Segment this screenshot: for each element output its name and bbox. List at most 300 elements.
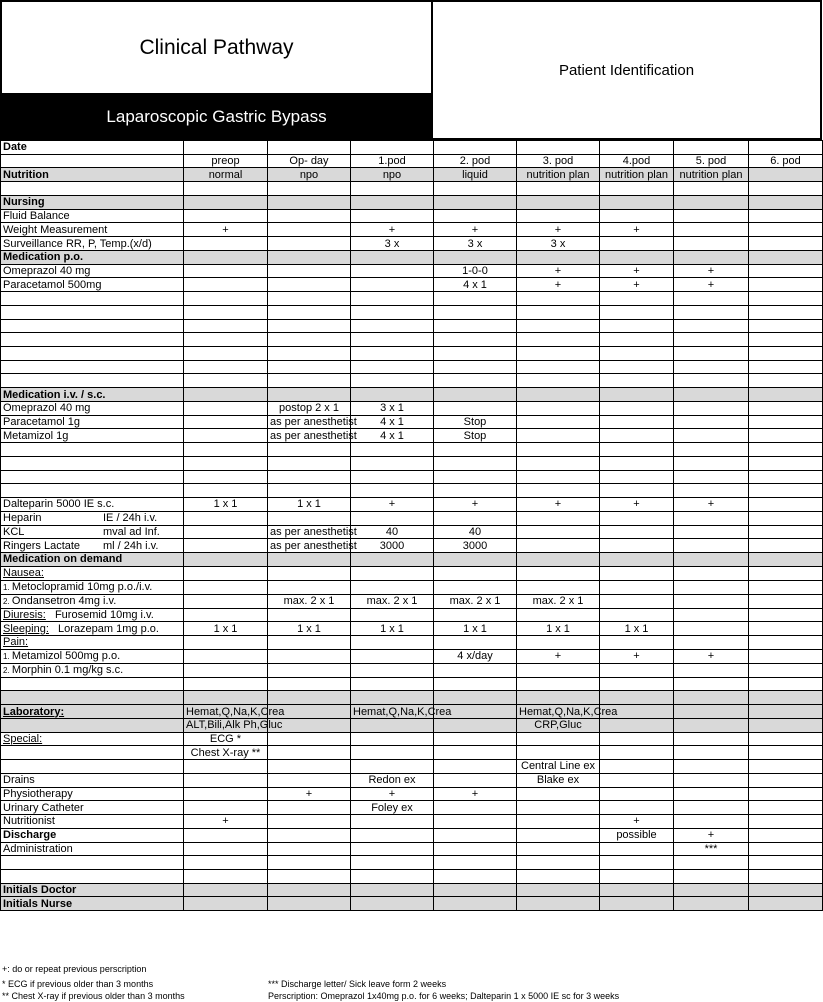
entry-cell[interactable]: [517, 828, 600, 842]
entry-cell[interactable]: [434, 553, 517, 567]
row-label-cell[interactable]: [1, 580, 184, 594]
row-label-cell[interactable]: [1, 511, 184, 525]
entry-cell[interactable]: [351, 154, 434, 168]
entry-cell[interactable]: [749, 815, 823, 829]
entry-cell[interactable]: [749, 677, 823, 691]
entry-cell[interactable]: [184, 580, 268, 594]
entry-cell[interactable]: [268, 498, 351, 512]
entry-cell[interactable]: [517, 182, 600, 196]
entry-cell[interactable]: [351, 168, 434, 182]
entry-cell[interactable]: [749, 718, 823, 732]
entry-cell[interactable]: [600, 264, 674, 278]
entry-cell[interactable]: [184, 787, 268, 801]
entry-cell[interactable]: [674, 553, 749, 567]
entry-cell[interactable]: [517, 401, 600, 415]
entry-cell[interactable]: [517, 677, 600, 691]
entry-cell[interactable]: [184, 484, 268, 498]
entry-cell[interactable]: [434, 566, 517, 580]
entry-cell[interactable]: [517, 787, 600, 801]
entry-cell[interactable]: [268, 250, 351, 264]
entry-cell[interactable]: [517, 511, 600, 525]
row-label-cell[interactable]: [1, 278, 184, 292]
entry-cell[interactable]: [184, 663, 268, 677]
entry-cell[interactable]: [600, 292, 674, 306]
entry-cell[interactable]: [749, 209, 823, 223]
entry-cell[interactable]: [749, 663, 823, 677]
entry-cell[interactable]: [351, 635, 434, 649]
entry-cell[interactable]: [600, 869, 674, 883]
entry-cell[interactable]: [184, 305, 268, 319]
entry-cell[interactable]: [674, 456, 749, 470]
entry-cell[interactable]: [749, 608, 823, 622]
entry-cell[interactable]: [517, 333, 600, 347]
entry-cell[interactable]: [600, 897, 674, 911]
patient-identification-box[interactable]: Patient Identification: [431, 0, 822, 140]
entry-cell[interactable]: [517, 856, 600, 870]
entry-cell[interactable]: [674, 319, 749, 333]
entry-cell[interactable]: [434, 718, 517, 732]
entry-cell[interactable]: [434, 141, 517, 155]
entry-cell[interactable]: [517, 388, 600, 402]
entry-cell[interactable]: [517, 691, 600, 705]
entry-cell[interactable]: [517, 539, 600, 553]
entry-cell[interactable]: [434, 828, 517, 842]
entry-cell[interactable]: [749, 511, 823, 525]
row-label-cell[interactable]: [1, 856, 184, 870]
entry-cell[interactable]: [351, 333, 434, 347]
entry-cell[interactable]: [268, 525, 357, 539]
entry-cell[interactable]: [434, 443, 517, 457]
row-label-cell[interactable]: [1, 168, 184, 182]
entry-cell[interactable]: [517, 141, 600, 155]
entry-cell[interactable]: [674, 815, 749, 829]
entry-cell[interactable]: [268, 141, 351, 155]
entry-cell[interactable]: [600, 401, 674, 415]
entry-cell[interactable]: [517, 347, 600, 361]
entry-cell[interactable]: [749, 856, 823, 870]
entry-cell[interactable]: [351, 401, 434, 415]
entry-cell[interactable]: [674, 484, 749, 498]
entry-cell[interactable]: [600, 883, 674, 897]
entry-cell[interactable]: [434, 539, 517, 553]
entry-cell[interactable]: [600, 237, 674, 251]
row-label-cell[interactable]: [1, 388, 184, 402]
entry-cell[interactable]: [184, 429, 268, 443]
entry-cell[interactable]: [434, 429, 517, 443]
entry-cell[interactable]: [517, 635, 600, 649]
entry-cell[interactable]: [434, 732, 517, 746]
entry-cell[interactable]: [517, 594, 600, 608]
entry-cell[interactable]: [351, 429, 434, 443]
entry-cell[interactable]: [268, 182, 351, 196]
row-label-cell[interactable]: [1, 429, 184, 443]
entry-cell[interactable]: [184, 333, 268, 347]
row-label-cell[interactable]: [1, 456, 184, 470]
entry-cell[interactable]: [674, 374, 749, 388]
entry-cell[interactable]: [434, 511, 517, 525]
row-label-cell[interactable]: [1, 691, 184, 705]
entry-cell[interactable]: [674, 360, 749, 374]
entry-cell[interactable]: [749, 539, 823, 553]
entry-cell[interactable]: [351, 815, 434, 829]
entry-cell[interactable]: [184, 360, 268, 374]
entry-cell[interactable]: [434, 305, 517, 319]
entry-cell[interactable]: [184, 594, 268, 608]
entry-cell[interactable]: [434, 663, 517, 677]
entry-cell[interactable]: [268, 883, 351, 897]
entry-cell[interactable]: [749, 705, 823, 719]
entry-cell[interactable]: [351, 580, 434, 594]
entry-cell[interactable]: [749, 429, 823, 443]
entry-cell[interactable]: [184, 883, 268, 897]
entry-cell[interactable]: [749, 869, 823, 883]
entry-cell[interactable]: [434, 250, 517, 264]
entry-cell[interactable]: [184, 635, 268, 649]
entry-cell[interactable]: [268, 856, 351, 870]
entry-cell[interactable]: [749, 223, 823, 237]
entry-cell[interactable]: [517, 760, 600, 774]
entry-cell[interactable]: [434, 347, 517, 361]
entry-cell[interactable]: [600, 746, 674, 760]
entry-cell[interactable]: [517, 801, 600, 815]
entry-cell[interactable]: [749, 732, 823, 746]
entry-cell[interactable]: [749, 580, 823, 594]
entry-cell[interactable]: [434, 677, 517, 691]
entry-cell[interactable]: [674, 897, 749, 911]
entry-cell[interactable]: [351, 608, 434, 622]
entry-cell[interactable]: [749, 182, 823, 196]
entry-cell[interactable]: [600, 594, 674, 608]
entry-cell[interactable]: [268, 456, 351, 470]
entry-cell[interactable]: [351, 182, 434, 196]
entry-cell[interactable]: [674, 388, 749, 402]
entry-cell[interactable]: [674, 237, 749, 251]
entry-cell[interactable]: [268, 897, 351, 911]
entry-cell[interactable]: [674, 718, 749, 732]
entry-cell[interactable]: [434, 883, 517, 897]
entry-cell[interactable]: [434, 374, 517, 388]
entry-cell[interactable]: [351, 195, 434, 209]
entry-cell[interactable]: [674, 264, 749, 278]
entry-cell[interactable]: [517, 209, 600, 223]
entry-cell[interactable]: [600, 415, 674, 429]
row-label-cell[interactable]: [1, 182, 184, 196]
entry-cell[interactable]: [434, 691, 517, 705]
entry-cell[interactable]: [351, 250, 434, 264]
entry-cell[interactable]: [351, 622, 434, 636]
entry-cell[interactable]: [674, 691, 749, 705]
entry-cell[interactable]: [268, 608, 351, 622]
entry-cell[interactable]: [600, 511, 674, 525]
entry-cell[interactable]: [268, 415, 357, 429]
entry-cell[interactable]: [184, 622, 268, 636]
entry-cell[interactable]: [434, 580, 517, 594]
entry-cell[interactable]: [184, 539, 268, 553]
entry-cell[interactable]: [674, 168, 749, 182]
row-label-cell[interactable]: [1, 553, 184, 567]
entry-cell[interactable]: [434, 594, 517, 608]
entry-cell[interactable]: [517, 580, 600, 594]
entry-cell[interactable]: [674, 663, 749, 677]
entry-cell[interactable]: [600, 815, 674, 829]
entry-cell[interactable]: [351, 511, 434, 525]
row-label-cell[interactable]: [1, 677, 184, 691]
entry-cell[interactable]: [517, 815, 600, 829]
entry-cell[interactable]: [600, 732, 674, 746]
entry-cell[interactable]: [351, 264, 434, 278]
entry-cell[interactable]: [268, 484, 351, 498]
entry-cell[interactable]: [268, 635, 351, 649]
entry-cell[interactable]: [184, 443, 268, 457]
entry-cell[interactable]: [749, 456, 823, 470]
row-label-cell[interactable]: [1, 319, 184, 333]
entry-cell[interactable]: [674, 677, 749, 691]
entry-cell[interactable]: [268, 677, 351, 691]
row-label-cell[interactable]: [1, 401, 184, 415]
entry-cell[interactable]: [749, 347, 823, 361]
row-label-cell[interactable]: [1, 498, 184, 512]
entry-cell[interactable]: [749, 773, 823, 787]
entry-cell[interactable]: [268, 264, 351, 278]
entry-cell[interactable]: [184, 608, 268, 622]
entry-cell[interactable]: [351, 484, 434, 498]
entry-cell[interactable]: [749, 746, 823, 760]
row-label-cell[interactable]: [1, 760, 184, 774]
entry-cell[interactable]: [434, 388, 517, 402]
row-label-cell[interactable]: [1, 250, 184, 264]
row-label-cell[interactable]: [1, 415, 184, 429]
entry-cell[interactable]: [434, 360, 517, 374]
entry-cell[interactable]: [517, 608, 600, 622]
entry-cell[interactable]: [434, 801, 517, 815]
entry-cell[interactable]: [184, 347, 268, 361]
entry-cell[interactable]: [749, 566, 823, 580]
entry-cell[interactable]: [600, 374, 674, 388]
entry-cell[interactable]: [517, 553, 600, 567]
entry-cell[interactable]: [674, 649, 749, 663]
entry-cell[interactable]: [600, 305, 674, 319]
entry-cell[interactable]: [749, 622, 823, 636]
entry-cell[interactable]: [749, 141, 823, 155]
entry-cell[interactable]: [184, 250, 268, 264]
entry-cell[interactable]: [268, 388, 351, 402]
entry-cell[interactable]: [268, 209, 351, 223]
entry-cell[interactable]: [517, 360, 600, 374]
row-label-cell[interactable]: [1, 195, 184, 209]
entry-cell[interactable]: [674, 209, 749, 223]
entry-cell[interactable]: [434, 635, 517, 649]
entry-cell[interactable]: [434, 470, 517, 484]
entry-cell[interactable]: [351, 388, 434, 402]
entry-cell[interactable]: [749, 305, 823, 319]
row-label-cell[interactable]: [1, 347, 184, 361]
entry-cell[interactable]: [184, 746, 268, 760]
entry-cell[interactable]: [268, 429, 357, 443]
entry-cell[interactable]: [434, 195, 517, 209]
entry-cell[interactable]: [184, 801, 268, 815]
entry-cell[interactable]: [749, 401, 823, 415]
entry-cell[interactable]: [749, 250, 823, 264]
entry-cell[interactable]: [184, 415, 268, 429]
entry-cell[interactable]: [674, 580, 749, 594]
entry-cell[interactable]: [674, 732, 749, 746]
entry-cell[interactable]: [184, 195, 268, 209]
entry-cell[interactable]: [674, 801, 749, 815]
entry-cell[interactable]: [600, 443, 674, 457]
entry-cell[interactable]: [268, 566, 351, 580]
entry-cell[interactable]: [600, 484, 674, 498]
entry-cell[interactable]: [268, 292, 351, 306]
entry-cell[interactable]: [674, 622, 749, 636]
entry-cell[interactable]: [600, 691, 674, 705]
entry-cell[interactable]: [600, 539, 674, 553]
entry-cell[interactable]: [351, 760, 434, 774]
entry-cell[interactable]: [749, 470, 823, 484]
entry-cell[interactable]: [600, 663, 674, 677]
entry-cell[interactable]: [749, 319, 823, 333]
entry-cell[interactable]: [268, 347, 351, 361]
entry-cell[interactable]: [351, 897, 434, 911]
entry-cell[interactable]: [184, 732, 268, 746]
row-label-cell[interactable]: [1, 374, 184, 388]
entry-cell[interactable]: [600, 154, 674, 168]
entry-cell[interactable]: [674, 333, 749, 347]
entry-cell[interactable]: [351, 141, 434, 155]
entry-cell[interactable]: [749, 883, 823, 897]
entry-cell[interactable]: [184, 141, 268, 155]
entry-cell[interactable]: [184, 566, 268, 580]
entry-cell[interactable]: [749, 801, 823, 815]
entry-cell[interactable]: [674, 787, 749, 801]
entry-cell[interactable]: [517, 484, 600, 498]
entry-cell[interactable]: [351, 801, 434, 815]
entry-cell[interactable]: [749, 168, 823, 182]
entry-cell[interactable]: [184, 470, 268, 484]
entry-cell[interactable]: [434, 264, 517, 278]
entry-cell[interactable]: [674, 539, 749, 553]
entry-cell[interactable]: [184, 168, 268, 182]
entry-cell[interactable]: [674, 760, 749, 774]
entry-cell[interactable]: [434, 498, 517, 512]
entry-cell[interactable]: [600, 168, 674, 182]
entry-cell[interactable]: [184, 856, 268, 870]
entry-cell[interactable]: [600, 608, 674, 622]
entry-cell[interactable]: [517, 305, 600, 319]
entry-cell[interactable]: [268, 360, 351, 374]
entry-cell[interactable]: [268, 787, 351, 801]
entry-cell[interactable]: [351, 470, 434, 484]
row-label-cell[interactable]: [1, 305, 184, 319]
row-label-cell[interactable]: [1, 801, 184, 815]
entry-cell[interactable]: [517, 622, 600, 636]
entry-cell[interactable]: [674, 141, 749, 155]
entry-cell[interactable]: [184, 677, 268, 691]
entry-cell[interactable]: [351, 539, 434, 553]
entry-cell[interactable]: [434, 856, 517, 870]
entry-cell[interactable]: [674, 223, 749, 237]
row-label-cell[interactable]: [1, 787, 184, 801]
entry-cell[interactable]: [268, 580, 351, 594]
entry-cell[interactable]: [351, 746, 434, 760]
entry-cell[interactable]: [184, 828, 268, 842]
entry-cell[interactable]: [600, 429, 674, 443]
entry-cell[interactable]: [351, 347, 434, 361]
row-label-cell[interactable]: [1, 635, 184, 649]
entry-cell[interactable]: [674, 511, 749, 525]
row-label-cell[interactable]: [1, 718, 184, 732]
entry-cell[interactable]: [268, 663, 351, 677]
entry-cell[interactable]: [749, 842, 823, 856]
entry-cell[interactable]: [749, 195, 823, 209]
entry-cell[interactable]: [351, 705, 452, 719]
entry-cell[interactable]: [517, 223, 600, 237]
entry-cell[interactable]: [517, 718, 600, 732]
row-label-cell[interactable]: [1, 484, 184, 498]
row-label-cell[interactable]: [1, 594, 184, 608]
entry-cell[interactable]: [434, 608, 517, 622]
entry-cell[interactable]: [184, 525, 268, 539]
entry-cell[interactable]: [749, 525, 823, 539]
entry-cell[interactable]: [674, 883, 749, 897]
row-label-cell[interactable]: [1, 869, 184, 883]
entry-cell[interactable]: [674, 608, 749, 622]
entry-cell[interactable]: [517, 154, 600, 168]
entry-cell[interactable]: [268, 649, 351, 663]
entry-cell[interactable]: [434, 237, 517, 251]
entry-cell[interactable]: [351, 677, 434, 691]
entry-cell[interactable]: [517, 456, 600, 470]
entry-cell[interactable]: [600, 580, 674, 594]
entry-cell[interactable]: [749, 594, 823, 608]
entry-cell[interactable]: [674, 828, 749, 842]
entry-cell[interactable]: [184, 511, 268, 525]
entry-cell[interactable]: [600, 456, 674, 470]
entry-cell[interactable]: [600, 856, 674, 870]
entry-cell[interactable]: [184, 182, 268, 196]
entry-cell[interactable]: [434, 760, 517, 774]
entry-cell[interactable]: [351, 278, 434, 292]
entry-cell[interactable]: [351, 443, 434, 457]
entry-cell[interactable]: [434, 649, 517, 663]
row-label-cell[interactable]: [1, 732, 184, 746]
entry-cell[interactable]: [268, 842, 351, 856]
entry-cell[interactable]: [674, 278, 749, 292]
entry-cell[interactable]: [434, 319, 517, 333]
entry-cell[interactable]: [749, 828, 823, 842]
entry-cell[interactable]: [268, 622, 351, 636]
entry-cell[interactable]: [184, 773, 268, 787]
entry-cell[interactable]: [268, 443, 351, 457]
entry-cell[interactable]: [184, 815, 268, 829]
row-label-cell[interactable]: [1, 237, 184, 251]
row-label-cell[interactable]: [1, 141, 184, 155]
entry-cell[interactable]: [434, 746, 517, 760]
row-label-cell[interactable]: [1, 292, 184, 306]
entry-cell[interactable]: [268, 746, 351, 760]
entry-cell[interactable]: [184, 319, 268, 333]
entry-cell[interactable]: [600, 718, 674, 732]
entry-cell[interactable]: [351, 237, 434, 251]
entry-cell[interactable]: [749, 760, 823, 774]
entry-cell[interactable]: [517, 470, 600, 484]
entry-cell[interactable]: [351, 732, 434, 746]
entry-cell[interactable]: [749, 278, 823, 292]
entry-cell[interactable]: [749, 374, 823, 388]
entry-cell[interactable]: [268, 223, 351, 237]
entry-cell[interactable]: [184, 278, 268, 292]
entry-cell[interactable]: [600, 360, 674, 374]
entry-cell[interactable]: [600, 842, 674, 856]
